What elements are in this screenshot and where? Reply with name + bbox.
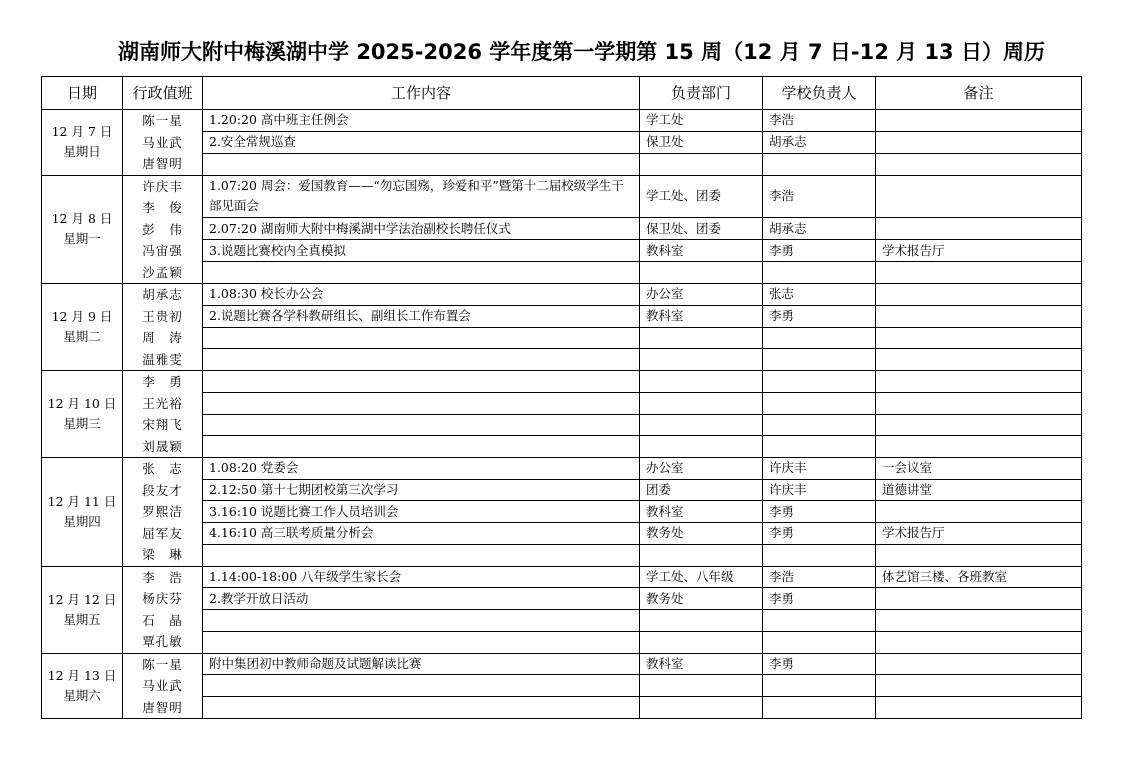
- remark: [876, 131, 1082, 153]
- task-content: [203, 327, 640, 349]
- school-leader: [763, 631, 876, 653]
- duty-person: 石 晶: [142, 612, 183, 628]
- table-row: [42, 175, 1082, 218]
- responsible-dept: [640, 371, 763, 393]
- duty-staff-cell: [123, 653, 203, 719]
- duty-person: 杨庆芬: [142, 591, 183, 606]
- responsible-dept: 学工处: [640, 110, 763, 132]
- school-leader: 许庆丰: [763, 458, 876, 480]
- day-date-cell: [42, 371, 123, 458]
- header-note: 备注: [876, 77, 1082, 110]
- header-duty: 行政值班: [123, 77, 203, 110]
- day-weekday: 星期日: [63, 144, 101, 160]
- day-date: 12 月 8 日: [51, 211, 113, 227]
- duty-person: 沙孟颖: [142, 264, 183, 280]
- task-content: [203, 414, 640, 436]
- duty-person: 王贵初: [142, 308, 183, 324]
- responsible-dept: 教科室: [640, 501, 763, 523]
- table-row: [42, 284, 1082, 306]
- duty-person: 陈一星: [142, 113, 183, 128]
- responsible-dept: 学工处、八年级: [640, 566, 763, 588]
- school-leader: [763, 675, 876, 697]
- remark: [876, 414, 1082, 436]
- remark: [876, 610, 1082, 632]
- day-weekday: 星期二: [63, 329, 101, 344]
- school-leader: [763, 544, 876, 566]
- task-content: [203, 371, 640, 393]
- header-leader: 学校负责人: [763, 77, 876, 110]
- day-weekday: 星期三: [63, 416, 101, 431]
- remark: [876, 327, 1082, 349]
- responsible-dept: [640, 414, 763, 436]
- remark: [876, 588, 1082, 610]
- responsible-dept: [640, 610, 763, 632]
- day-weekday: 星期一: [63, 231, 101, 247]
- remark: [876, 153, 1082, 175]
- remark: 体艺馆三楼、各班教室: [876, 566, 1082, 588]
- school-leader: 李勇: [763, 588, 876, 610]
- school-leader: 许庆丰: [763, 479, 876, 501]
- day-date: 12 月 11 日: [47, 493, 117, 509]
- school-leader: [763, 436, 876, 458]
- responsible-dept: 学工处、团委: [640, 175, 763, 218]
- responsible-dept: [640, 349, 763, 371]
- table-row: [42, 566, 1082, 588]
- duty-person: 张 志: [142, 461, 183, 476]
- task-content: 2.说题比赛各学科教研组长、副组长工作布置会: [203, 305, 640, 327]
- responsible-dept: [640, 436, 763, 458]
- responsible-dept: [640, 697, 763, 719]
- duty-staff-cell: [123, 175, 203, 284]
- task-content: 3.说题比赛校内全真模拟: [203, 240, 640, 262]
- school-leader: 李勇: [763, 523, 876, 545]
- school-leader: 李浩: [763, 110, 876, 132]
- task-content: 1.07:20 周会：爱国教育——“勿忘国殇，珍爱和平”暨第十二届校级学生干部见面会: [203, 175, 640, 218]
- task-content: 2.12:50 第十七期团校第三次学习: [203, 479, 640, 501]
- duty-staff-cell: [123, 371, 203, 458]
- duty-person: 马业武: [142, 678, 183, 693]
- responsible-dept: 教科室: [640, 240, 763, 262]
- day-date: 12 月 13 日: [47, 667, 117, 683]
- task-content: [203, 631, 640, 653]
- day-date-cell: [42, 653, 123, 719]
- duty-staff-cell: [123, 458, 203, 567]
- day-date: 12 月 7 日: [51, 124, 113, 140]
- school-leader: [763, 392, 876, 414]
- responsible-dept: 办公室: [640, 284, 763, 306]
- remark: [876, 349, 1082, 371]
- task-content: 1.08:30 校长办公会: [203, 284, 640, 306]
- responsible-dept: 办公室: [640, 458, 763, 480]
- responsible-dept: 保卫处、团委: [640, 218, 763, 240]
- responsible-dept: 教务处: [640, 588, 763, 610]
- day-weekday: 星期五: [63, 611, 101, 627]
- day-date: 12 月 10 日: [47, 396, 117, 411]
- responsible-dept: [640, 544, 763, 566]
- school-leader: [763, 262, 876, 284]
- task-content: [203, 675, 640, 697]
- task-content: 1.14:00-18:00 八年级学生家长会: [203, 566, 640, 588]
- remark: [876, 697, 1082, 719]
- responsible-dept: [640, 153, 763, 175]
- task-content: 3.16:10 说题比赛工作人员培训会: [203, 501, 640, 523]
- day-weekday: 星期六: [63, 687, 101, 703]
- day-date: 12 月 12 日: [47, 591, 117, 607]
- duty-person: 梁 琳: [142, 547, 183, 562]
- remark: [876, 653, 1082, 675]
- remark: 道德讲堂: [876, 479, 1082, 501]
- task-content: 1.08:20 党委会: [203, 458, 640, 480]
- duty-person: 唐智明: [142, 156, 183, 171]
- duty-person: 彭 伟: [142, 221, 183, 237]
- remark: [876, 436, 1082, 458]
- responsible-dept: 团委: [640, 479, 763, 501]
- school-leader: 李勇: [763, 653, 876, 675]
- duty-person: 温雅雯: [142, 351, 183, 367]
- task-content: 4.16:10 高三联考质量分析会: [203, 523, 640, 545]
- table-row: [42, 371, 1082, 393]
- duty-person: 刘晟颖: [142, 438, 183, 454]
- task-content: 1.20:20 高中班主任例会: [203, 110, 640, 132]
- remark: [876, 631, 1082, 653]
- header-date: 日期: [42, 77, 123, 110]
- day-date-cell: [42, 566, 123, 653]
- school-leader: 李勇: [763, 240, 876, 262]
- task-content: 2.安全常规巡查: [203, 131, 640, 153]
- remark: 一会议室: [876, 458, 1082, 480]
- remark: [876, 218, 1082, 240]
- remark: [876, 175, 1082, 218]
- task-content: 2.07:20 湖南师大附中梅溪湖中学法治副校长聘任仪式: [203, 218, 640, 240]
- task-content: [203, 262, 640, 284]
- day-date: 12 月 9 日: [51, 309, 113, 324]
- remark: [876, 110, 1082, 132]
- school-leader: 李勇: [763, 305, 876, 327]
- page-title: 湖南师大附中梅溪湖中学 2025-2026 学年度第一学期第 15 周（12 月 7 日-12 月 13 日）周历: [118, 40, 1045, 64]
- duty-person: 覃孔敏: [142, 634, 183, 649]
- day-date-cell: [42, 284, 123, 371]
- remark: [876, 305, 1082, 327]
- responsible-dept: 保卫处: [640, 131, 763, 153]
- remark: [876, 371, 1082, 393]
- duty-staff-cell: [123, 284, 203, 371]
- school-leader: [763, 371, 876, 393]
- remark: [876, 675, 1082, 697]
- responsible-dept: 教务处: [640, 523, 763, 545]
- remark: [876, 501, 1082, 523]
- day-date-cell: [42, 110, 123, 176]
- duty-person: 唐智明: [142, 699, 183, 715]
- header-content: 工作内容: [203, 77, 640, 110]
- table-row: [42, 110, 1082, 132]
- school-leader: [763, 414, 876, 436]
- duty-person: 许庆丰: [142, 178, 183, 194]
- day-weekday: 星期四: [63, 513, 101, 529]
- remark: [876, 284, 1082, 306]
- task-content: [203, 436, 640, 458]
- header-row: [42, 77, 1082, 110]
- responsible-dept: [640, 631, 763, 653]
- school-leader: [763, 153, 876, 175]
- duty-person: 胡承志: [142, 287, 183, 302]
- duty-person: 罗熙洁: [142, 504, 183, 519]
- school-leader: 李浩: [763, 175, 876, 218]
- duty-person: 周 涛: [142, 330, 183, 345]
- school-leader: [763, 610, 876, 632]
- duty-person: 冯宙强: [142, 243, 183, 258]
- remark: [876, 544, 1082, 566]
- duty-person: 李 勇: [142, 374, 183, 389]
- responsible-dept: 教科室: [640, 653, 763, 675]
- table-row: [42, 458, 1082, 480]
- duty-staff-cell: [123, 110, 203, 176]
- day-date-cell: [42, 458, 123, 567]
- day-date-cell: [42, 175, 123, 284]
- task-content: [203, 392, 640, 414]
- task-content: [203, 697, 640, 719]
- remark: [876, 262, 1082, 284]
- school-leader: [763, 697, 876, 719]
- duty-person: 段友才: [142, 482, 183, 498]
- weekly-calendar-table: [41, 76, 1082, 719]
- school-leader: [763, 327, 876, 349]
- task-content: [203, 544, 640, 566]
- school-leader: [763, 349, 876, 371]
- task-content: [203, 610, 640, 632]
- school-leader: 李浩: [763, 566, 876, 588]
- task-content: 附中集团初中教师命题及试题解读比赛: [203, 653, 640, 675]
- remark: 学术报告厅: [876, 523, 1082, 545]
- school-leader: 胡承志: [763, 131, 876, 153]
- task-content: 2.教学开放日活动: [203, 588, 640, 610]
- table-body: [42, 110, 1082, 719]
- duty-person: 李 俊: [142, 200, 183, 215]
- header-dept: 负责部门: [640, 77, 763, 110]
- table-row: [42, 653, 1082, 675]
- task-content: [203, 349, 640, 371]
- school-leader: 胡承志: [763, 218, 876, 240]
- remark: 学术报告厅: [876, 240, 1082, 262]
- duty-person: 屈军友: [142, 525, 183, 541]
- duty-person: 李 浩: [142, 569, 183, 585]
- responsible-dept: [640, 392, 763, 414]
- responsible-dept: [640, 262, 763, 284]
- school-leader: 李勇: [763, 501, 876, 523]
- duty-staff-cell: [123, 566, 203, 653]
- duty-person: 宋翔飞: [142, 417, 183, 432]
- duty-person: 王光裕: [142, 395, 183, 411]
- duty-person: 陈一星: [142, 656, 183, 672]
- responsible-dept: 教科室: [640, 305, 763, 327]
- remark: [876, 392, 1082, 414]
- school-leader: 张志: [763, 284, 876, 306]
- responsible-dept: [640, 675, 763, 697]
- duty-person: 马业武: [142, 134, 183, 150]
- responsible-dept: [640, 327, 763, 349]
- task-content: [203, 153, 640, 175]
